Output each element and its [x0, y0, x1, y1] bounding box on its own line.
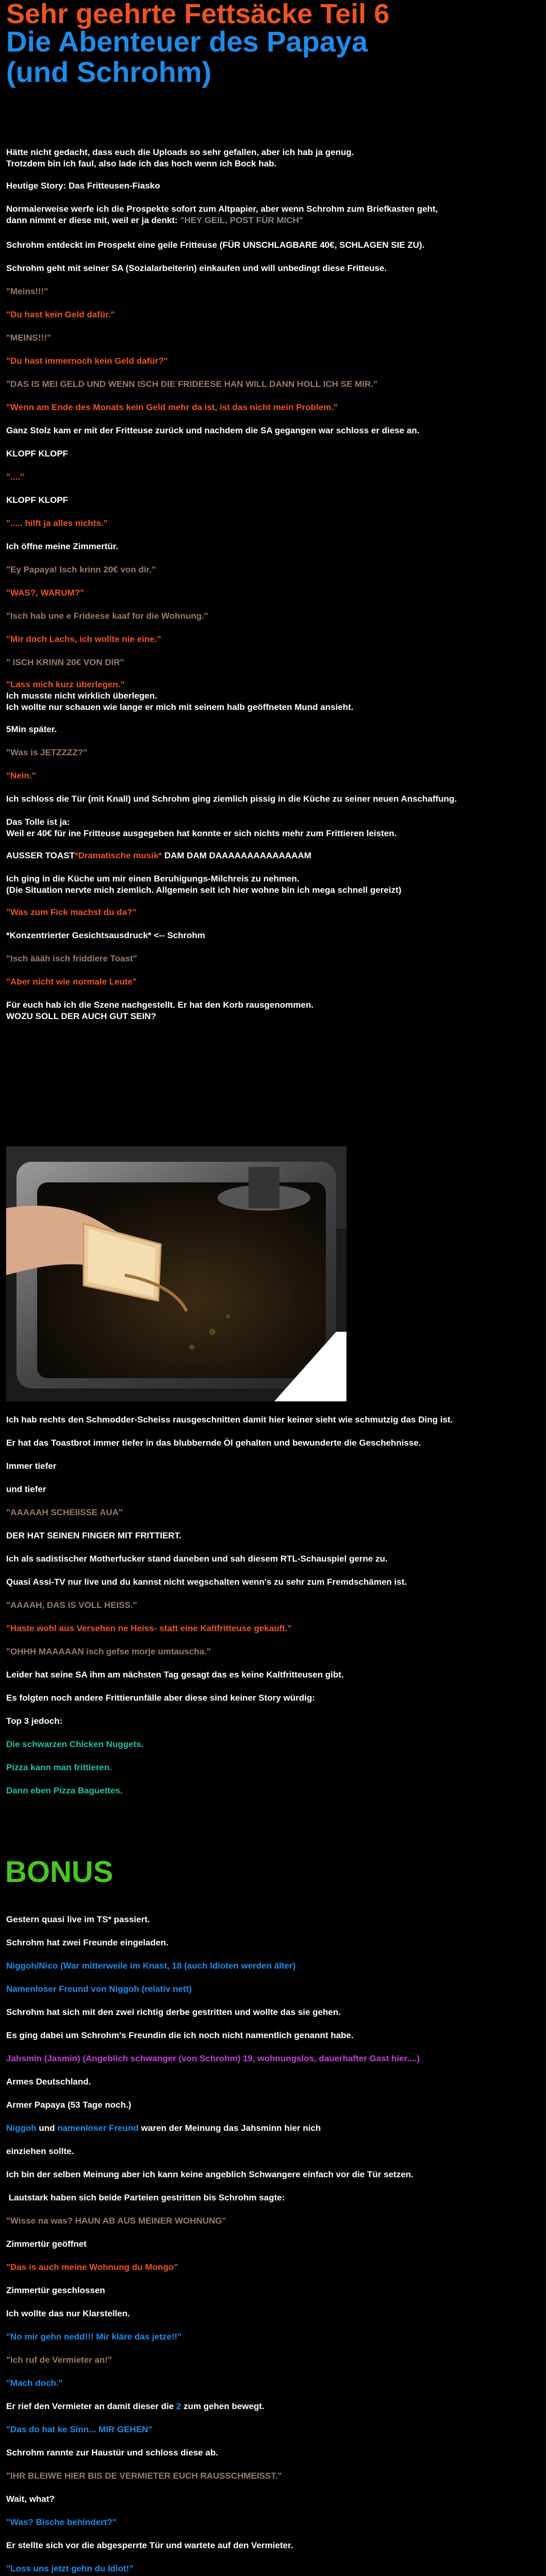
story-text: Dann eben Pizza Baguettes.	[6, 1786, 123, 1795]
story-text: "WAS?, WARUM?"	[6, 588, 85, 598]
page-title: Sehr geehrte Fettsäcke Teil 6	[6, 0, 390, 29]
bonus-tail2: zum gehen bewegt.	[181, 2401, 264, 2411]
bonus-text: Schrohm rannte zur Haustür und schloss diese ab.	[6, 2448, 218, 2458]
story-line	[6, 1507, 531, 1518]
story-line	[6, 657, 531, 668]
bonus-line	[6, 2470, 531, 2482]
bonus-text: Armes Deutschland.	[6, 2077, 91, 2087]
bonus-text: "Wisse na was? HAUN AB AUS MEINER WOHNUNG"	[6, 2216, 226, 2226]
story-text: KLOPF KLOPF	[6, 449, 68, 459]
story-line	[6, 679, 531, 690]
story-line	[6, 1461, 531, 1472]
story-line	[6, 976, 531, 988]
bonus-text: Gestern quasi live im TS* passiert.	[6, 1914, 150, 1924]
story-line	[6, 1577, 531, 1588]
bonus-text: "No mir gehn nedd!!! Mir kläre das jetze!!"	[6, 2332, 182, 2342]
story-text: "Aber nicht wie normale Leute"	[6, 977, 137, 987]
bonus-line	[6, 2123, 531, 2134]
story-text: "Du hast kein Geld dafür."	[6, 310, 115, 319]
story-text: Schrohm geht mit seiner SA (Sozialarbeiterin) einkaufen und will unbedingt diese Fritteuse.	[6, 263, 387, 273]
subtitle-line-1: Die Abenteuer des Papaya	[6, 25, 368, 58]
story-text: "OHHH MAAAAAN isch gefse morje umtauscha."	[6, 1647, 211, 1656]
bonus-text: Er rief den Vermieter an damit dieser die	[6, 2401, 176, 2411]
story-text: Ganz Stolz kam er mit der Fritteuse zurück und nachdem die SA gegangen war schloss er diese an.	[6, 426, 420, 435]
story-text: "Ey Papaya! Isch krinn 20€ von dir."	[6, 565, 156, 574]
story-line	[6, 1414, 531, 1426]
story-text: Immer tiefer	[6, 1461, 57, 1471]
bonus-line	[6, 2099, 531, 2111]
story-line	[6, 690, 531, 713]
story-line	[6, 471, 531, 483]
story-text: "Was is JETZZZZ?"	[6, 748, 88, 757]
bonus-text: Niggoh/Nico (War mitterweile im Knast, 18 (auch Idioten werden älter)	[6, 1961, 296, 1971]
bonus-line	[6, 2215, 531, 2227]
story-text: Normalerweise werfe ich die Prospekte sofort zum Altpapier, aber wenn Schrohm zum Briefkasten geht, dann nimmt er diese mit, weil er ja denkt:	[6, 204, 438, 225]
bonus-text: Wait, what?	[6, 2494, 55, 2504]
story-line	[6, 541, 531, 552]
story-line	[6, 240, 531, 251]
bonus-line	[6, 2354, 531, 2366]
story-text: Schrohm entdeckt im Prospekt eine geile Fritteuse (FÜR UNSCHLAGBARE 40€, SCHLAGEN SIE ZU).	[6, 240, 425, 250]
bonus-tail2: namenloser Freund	[57, 2123, 139, 2133]
story-tail: *Dramatische musik*	[74, 851, 162, 860]
story-line	[6, 953, 531, 964]
bonus-text: "Das do hat ke Sinn... MIR GEHEN"	[6, 2425, 153, 2434]
bonus-line	[6, 2076, 531, 2088]
bonus-text: Ich bin der selben Meinung aber ich kann keine angeblich Schwangere einfach vor die Tür setzen.	[6, 2170, 413, 2179]
story-text: "Meins!!!"	[6, 286, 48, 296]
story-text: Ich schloss die Tür (mit Knall) und Schrohm ging ziemlich pissig in die Küche zu seiner neuen Anschaffung.	[6, 794, 457, 804]
page-subtitle	[6, 27, 368, 88]
story-text: Leider hat seine SA ihm am nächsten Tag gesagt das es keine Kaltfritteusen gibt.	[6, 1670, 344, 1680]
story-line	[6, 930, 531, 941]
story-line	[6, 1739, 531, 1750]
story-text: Ich als sadistischer Motherfucker stand daneben und sah diesem RTL-Schauspiel gerne zu.	[6, 1554, 388, 1564]
story-line	[6, 1692, 531, 1704]
story-line	[6, 724, 531, 735]
bonus-line	[6, 2007, 531, 2018]
story-line	[6, 850, 531, 861]
bonus-line	[6, 1960, 531, 1972]
bonus-line	[6, 2447, 531, 2459]
bonus-line	[6, 2053, 531, 2064]
bonus-text: Namenloser Freund von Niggoh (relativ nett)	[6, 1984, 192, 1994]
bonus-text: Lautstark haben sich beide Parteien gestritten bis Schrohm sagte:	[6, 2193, 285, 2202]
bonus-text: Niggoh	[6, 2123, 37, 2133]
story-text: Heutige Story: Das Fritteusen-Fiasko	[6, 181, 160, 191]
bonus-line	[6, 2540, 531, 2551]
story-text: KLOPF KLOPF	[6, 495, 68, 505]
bonus-text: "Mach doch."	[6, 2378, 63, 2388]
story-line	[6, 817, 531, 839]
bonus-line	[6, 2192, 531, 2204]
bonus-tail: und	[36, 2123, 58, 2133]
bonus-line	[6, 2308, 531, 2319]
story-line	[6, 793, 531, 805]
story-text: "Isch hab une e Frideese kaaf for die Wohnung."	[6, 611, 208, 621]
story-text: Die schwarzen Chicken Nuggets.	[6, 1739, 144, 1749]
story-text: "Haste wohl aus Versehen ne Heiss- statt eine Kaltfritteuse gekauft."	[6, 1623, 292, 1633]
story-line	[6, 180, 531, 192]
bonus-text: "Ich ruf de Vermieter an!"	[6, 2355, 112, 2365]
story-line	[6, 495, 531, 506]
bonus-text: Zimmertür geöffnet	[6, 2239, 87, 2249]
story-text: "Mir doch Lachs, ich wollte nie eine."	[6, 634, 161, 644]
bonus-heading: BONUS	[5, 1855, 113, 1889]
story-text: "DAS IS MEI GELD UND WENN ISCH DIE FRIDEESE HAN WILL DANN HOLL ICH SE MIR."	[6, 379, 378, 389]
bonus-text: Zimmertür geschlossen	[6, 2285, 105, 2295]
bonus-text: "Was? Bische behindert?"	[6, 2517, 117, 2527]
story-text: Ich hab rechts den Schmodder-Scheiss rausgeschnitten damit hier keiner sieht wie schmutzig das Ding ist.	[6, 1415, 453, 1425]
story-line	[6, 448, 531, 460]
bonus-line	[6, 2169, 531, 2180]
bonus-line	[6, 2494, 531, 2505]
bonus-line	[6, 2146, 531, 2157]
bonus-text: Ich wollte das nur Klarstellen.	[6, 2309, 130, 2318]
story-line	[6, 770, 531, 782]
story-text: Ich musste nicht wirklich überlegen. Ich wollte nur schauen wie lange er mich mit seinem halb geöffneten Mund ansieht.	[6, 691, 354, 712]
story-text: Ich öffne meine Zimmertür.	[6, 541, 119, 551]
bonus-text: "Das is auch meine Wohnung du Mongo"	[6, 2262, 178, 2272]
bonus-text: Jahsmin (Jasmin) (Angeblich schwanger (von Schrohm) 19, wohnungslos, dauerhafter Gast hier....)	[6, 2054, 420, 2063]
story-text: "AAAAH, DAS IS VOLL HEISS."	[6, 1600, 137, 1610]
story-line	[6, 402, 531, 413]
story-text: 5Min später.	[6, 724, 57, 734]
story-line	[6, 611, 531, 622]
story-text: Ich ging in die Küche um mir einen Beruhigungs-Milchreis zu nehmen. (Die Situation nervte mich ziemlich. Allgemein seit ich hier wohne bin ich mega schnell gereizt)	[6, 874, 402, 895]
bonus-tail: 2	[176, 2401, 181, 2411]
story-text: Pizza kann man frittieren.	[6, 1762, 112, 1772]
bonus-line	[6, 2331, 531, 2343]
story-line	[6, 564, 531, 575]
bonus-text: "Loss uns jetzt gehn du Idiot!"	[6, 2564, 134, 2573]
story-line	[6, 873, 531, 896]
story-line	[6, 286, 531, 297]
story-text: und tiefer	[6, 1484, 46, 1494]
story-line	[6, 1484, 531, 1495]
story-line	[6, 379, 531, 390]
bonus-line	[6, 2401, 531, 2412]
story-line	[6, 425, 531, 436]
story-line	[6, 999, 531, 1022]
bonus-text: "IHR BLEIWE HIER BIS DE VERMIETER EUCH RAUSSCHMEISST."	[6, 2471, 282, 2481]
story-line	[6, 1762, 531, 1773]
story-line	[6, 147, 531, 170]
bonus-line	[6, 2563, 531, 2574]
story-text: Das Tolle ist ja: Weil er 40€ für ine Fritteuse ausgegeben hat konnte er sich nichts mehr zum Frittieren leisten.	[6, 817, 397, 838]
story-line	[6, 1646, 531, 1657]
story-tail: "HEY GEIL, POST FÜR MICH"	[177, 215, 303, 225]
story-line	[6, 1623, 531, 1634]
story-line	[6, 1530, 531, 1541]
story-text: "Wenn am Ende des Monats kein Geld mehr da ist, ist das nicht mein Problem."	[6, 402, 338, 412]
story-line	[6, 332, 531, 344]
story-text: " ISCH KRINN 20€ VON DIR"	[6, 657, 124, 667]
story-text: Hätte nicht gedacht, dass euch die Uploads so sehr gefallen, aber ich hab ja genug. Trotzdem bin ich faul, also lade ich das hoch wenn ich Bock hab.	[6, 147, 354, 168]
story-text: "Nein."	[6, 771, 36, 781]
story-line	[6, 518, 531, 529]
story-text: DER HAT SEINEN FINGER MIT FRITTIERT.	[6, 1531, 181, 1540]
story-text: Quasi Assi-TV nur live und du kannst nicht wegschalten wenn's zu sehr zum Fremdschämen ist.	[6, 1577, 407, 1587]
story-text: AUSSER TOAST	[6, 851, 75, 860]
story-line	[6, 1437, 531, 1449]
story-text: "..... hilft ja alles nichts."	[6, 518, 108, 528]
bonus-text: Es ging dabei um Schrohm's Freundin die ich noch nicht namentlich genannt habe.	[6, 2030, 354, 2040]
bonus-text: Armer Papaya (53 Tage noch.)	[6, 2100, 131, 2110]
story-line	[6, 1553, 531, 1565]
story-text: Top 3 jedoch:	[6, 1716, 63, 1726]
bonus-line	[6, 2424, 531, 2435]
story-line	[6, 355, 531, 367]
story-line	[6, 263, 531, 274]
story-line	[6, 634, 531, 645]
bonus-tail3: waren der Meinung das Jahsminn hier nich	[138, 2123, 321, 2133]
story-line	[6, 747, 531, 758]
bonus-text: Schrohm hat sich mit den zwei richtig derbe gestritten und wollte das sie gehen.	[6, 2007, 341, 2017]
bonus-line	[6, 2285, 531, 2296]
story-line	[6, 907, 531, 918]
bonus-line	[6, 1984, 531, 1995]
story-text: Für euch hab ich die Szene nachgestellt. Er hat den Korb rausgenommen. WOZU SOLL DER AUCH GUT SEIN?	[6, 1000, 314, 1021]
story-line	[6, 587, 531, 599]
bonus-line	[6, 2517, 531, 2528]
story-text: "Isch äääh isch friddiere Toast"	[6, 954, 137, 963]
bonus-line	[6, 1914, 531, 1925]
story-text: Es folgten noch andere Frittierunfälle aber diese sind keiner Story würdig:	[6, 1693, 315, 1703]
story-line	[6, 1716, 531, 1727]
bonus-line	[6, 2030, 531, 2041]
story-line	[6, 1600, 531, 1611]
story-tail2: DAM DAM DAAAAAAAAAAAAAAM	[162, 851, 311, 860]
story-text: "Lass mich kurz überlegen."	[6, 680, 125, 689]
story-text: "...."	[6, 472, 25, 482]
bonus-text: Er stellte sich vor die abgesperrte Tür und wartete auf den Vermieter.	[6, 2540, 293, 2550]
story-line	[6, 1669, 531, 1681]
bonus-line	[6, 2239, 531, 2250]
story-text: "Was zum Fick machst du da?"	[6, 907, 137, 917]
bonus-line	[6, 2262, 531, 2273]
story-text: "Du hast immernoch kein Geld dafür?"	[6, 356, 168, 366]
story-line	[6, 204, 531, 226]
story-text: "AAAAAH SCHEIISSE AUA"	[6, 1507, 123, 1517]
story-text: "MEINS!!!"	[6, 333, 51, 343]
story-text: Er hat das Toastbrot immer tiefer in das blubbernde Öl gehalten und bewunderte die Geschehnisse.	[6, 1438, 421, 1448]
story-line	[6, 1785, 531, 1797]
bonus-text: Schrohm hat zwei Freunde eingeladen.	[6, 1938, 169, 1947]
fryer-photo-icon	[6, 1146, 346, 1401]
bonus-text: einziehen sollte.	[6, 2146, 74, 2156]
story-line	[6, 309, 531, 320]
bonus-line	[6, 1937, 531, 1948]
fryer-photo	[6, 1146, 346, 1401]
bonus-line	[6, 2378, 531, 2389]
subtitle-line-2: (und Schrohm)	[6, 55, 212, 88]
story-text: *Konzentrierter Gesichtsausdruck* <-- Schrohm	[6, 930, 205, 940]
